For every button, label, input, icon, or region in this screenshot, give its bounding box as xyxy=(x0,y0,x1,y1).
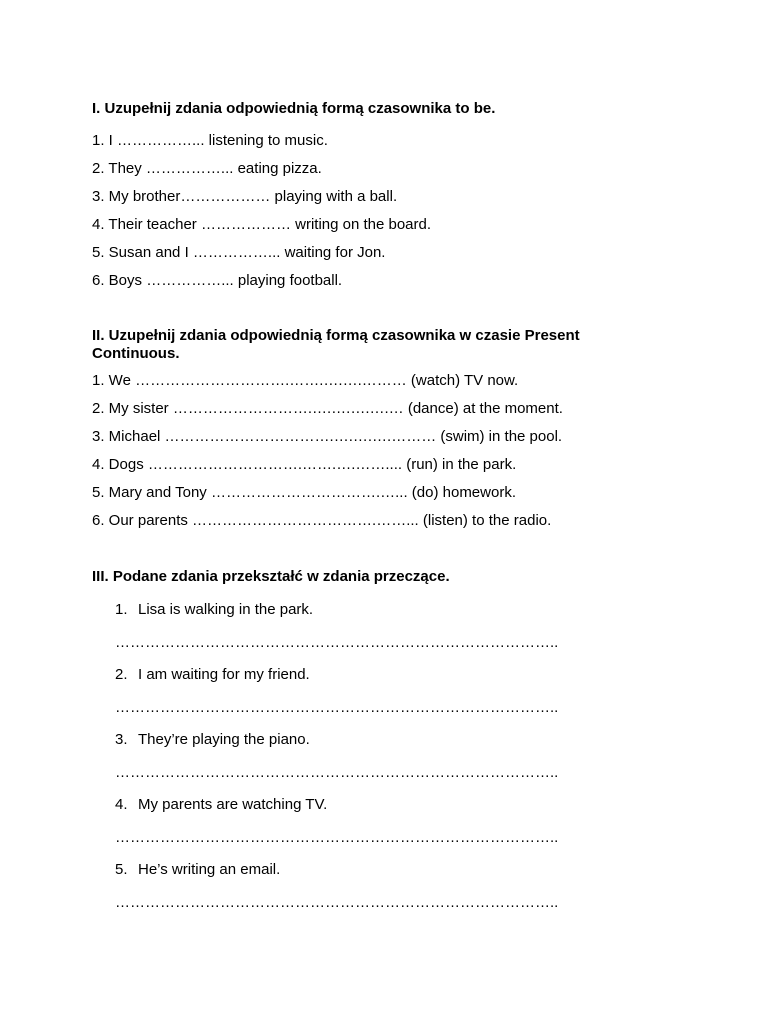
section-2 xyxy=(92,327,672,540)
item-number: 2. xyxy=(115,666,128,683)
sentence-2-1: 1. We ………………………….…….….….……… (watch) TV now. xyxy=(92,372,519,389)
answer-line: …………………………………………………………………………….. xyxy=(115,829,559,846)
answer-line: …………………………………………………………………………….. xyxy=(115,634,559,651)
item-text: I am waiting for my friend. xyxy=(138,666,310,683)
transform-sentence xyxy=(92,601,672,634)
sentence-1-3: 3. My brother……………… playing with a ball. xyxy=(92,188,398,205)
transform-sentence xyxy=(92,666,672,699)
sentence-2-4: 4. Dogs ………………………….…….….…….... (run) in the park. xyxy=(92,456,517,473)
section-1 xyxy=(92,100,672,300)
sentence-2-6: 6. Our parents ……………………………….……... (listen) to the radio. xyxy=(92,512,552,529)
item-number: 1. xyxy=(115,601,128,618)
sentence-2-5: 5. Mary and Tony …………………………….…... (do) homework. xyxy=(92,484,516,501)
transform-item-2 xyxy=(92,666,672,731)
transform-item-3 xyxy=(92,731,672,796)
item-number: 3. xyxy=(115,731,128,748)
transform-sentence xyxy=(92,861,672,894)
section-2-heading: II. Uzupełnij zdania odpowiednią formą czasownika w czasie Present Continuous. xyxy=(92,327,580,362)
item-text: He’s writing an email. xyxy=(138,861,281,878)
sentence-1-4: 4. Their teacher ……………… writing on the board. xyxy=(92,216,432,233)
item-number: 4. xyxy=(115,796,128,813)
sentence-1-2: 2. They ……………... eating pizza. xyxy=(92,160,322,177)
answer-line: …………………………………………………………………………….. xyxy=(115,699,559,716)
transform-sentence xyxy=(92,731,672,764)
sentence-1-5: 5. Susan and I ……………... waiting for Jon. xyxy=(92,244,386,261)
item-text: Lisa is walking in the park. xyxy=(138,601,314,618)
item-text: They’re playing the piano. xyxy=(138,731,310,748)
section-3-heading: III. Podane zdania przekształć w zdania przeczące. xyxy=(92,568,450,585)
transform-item-4 xyxy=(92,796,672,861)
sentence-1-6: 6. Boys ……………... playing football. xyxy=(92,272,343,289)
section-3 xyxy=(92,568,672,926)
transform-sentence xyxy=(92,796,672,829)
item-text: My parents are watching TV. xyxy=(138,796,328,813)
item-number: 5. xyxy=(115,861,128,878)
transform-item-5 xyxy=(92,861,672,926)
answer-line: …………………………………………………………………………….. xyxy=(115,894,559,911)
section-1-heading: I. Uzupełnij zdania odpowiednią formą czasownika to be. xyxy=(92,100,496,117)
transform-item-1 xyxy=(92,601,672,666)
sentence-2-3: 3. Michael …………………………….….….….……… (swim) in the pool. xyxy=(92,428,563,445)
sentence-1-1: 1. I ……………... listening to music. xyxy=(92,132,328,149)
answer-line: …………………………………………………………………………….. xyxy=(115,764,559,781)
sentence-2-2: 2. My sister ……………………….….….….….… (dance) at the moment. xyxy=(92,400,563,417)
